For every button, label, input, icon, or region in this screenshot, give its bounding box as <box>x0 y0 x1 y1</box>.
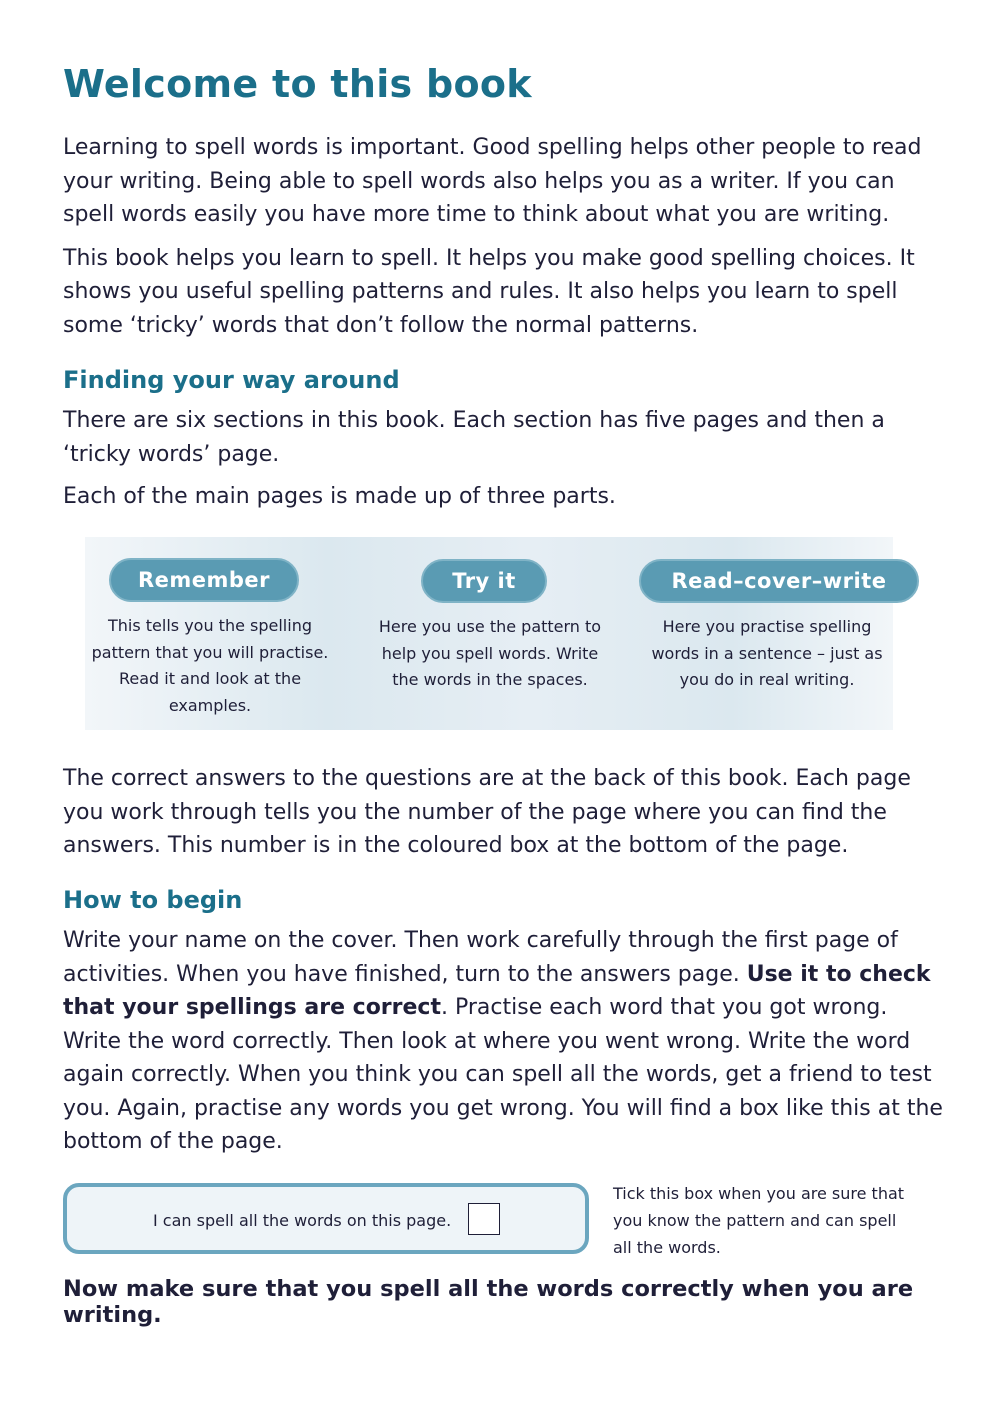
final-instruction: Now make sure that you spell all the words correctly when you are writing. <box>63 1276 914 1328</box>
read-cover-write-pill: Read–cover–write <box>639 559 919 603</box>
read-cover-write-description: Here you practise spelling words in a sentence – just as you do in real writing. <box>651 617 883 689</box>
intro-paragraph-1: Learning to spell words is important. Good spelling helps other people to read your writing. Being able to spell words also helps you as a writer. If you can spell words easily you have more time to think about what you are writing. <box>63 135 922 227</box>
begin-text-before: Write your name on the cover. Then work carefully through the first page of activities. When you have finished, turn to the answers page. <box>63 928 898 987</box>
begin-section <box>63 886 943 1159</box>
try-it-pill: Try it <box>421 559 547 603</box>
intro-section <box>63 131 943 342</box>
finding-paragraph-2: Each of the main pages is made up of three parts. <box>63 484 616 509</box>
begin-text-after: . Practise each word that you got wrong. Write the word correctly. Then look at where you went wrong. Write the word again correctly. When you think you can spell all the words, get a friend to test you. Again, practise any words you get wrong. You will find a box like this at the bottom of the page. <box>63 995 943 1154</box>
self-check-box <box>63 1183 589 1254</box>
answers-paragraph: The correct answers to the questions are at the back of this book. Each page you work through tells you the number of the page where you can find the answers. This number is in the coloured box at the bottom of the page. <box>63 766 911 858</box>
try-it-description: Here you use the pattern to help you spell words. Write the words in the spaces. <box>378 617 602 689</box>
page-parts-panel <box>85 537 893 730</box>
remember-pill: Remember <box>109 558 299 602</box>
self-check-checkbox[interactable] <box>468 1203 500 1235</box>
begin-paragraph <box>63 924 943 1159</box>
finding-section <box>63 366 943 514</box>
intro-paragraph-2: This book helps you learn to spell. It helps you make good spelling choices. It shows you useful spelling patterns and rules. It also helps you learn to spell some ‘tricky’ words that don’t follow the normal patterns. <box>63 245 915 338</box>
begin-heading: How to begin <box>63 886 243 914</box>
begin-text-bold: Use it to check that your spellings are correct <box>63 961 931 1020</box>
answers-section <box>63 762 943 863</box>
finding-paragraph-1: There are six sections in this book. Each section has five pages and then a ‘tricky words’ page. <box>63 408 885 467</box>
tickbox-note: Tick this box when you are sure that you know the pattern and can spell all the words. <box>613 1184 905 1257</box>
self-check-label: I can spell all the words on this page. <box>153 1211 452 1230</box>
page-title: Welcome to this book <box>63 62 532 106</box>
finding-heading: Finding your way around <box>63 366 400 394</box>
remember-description: This tells you the spelling pattern that you will practise. Read it and look at the examples. <box>91 616 329 715</box>
